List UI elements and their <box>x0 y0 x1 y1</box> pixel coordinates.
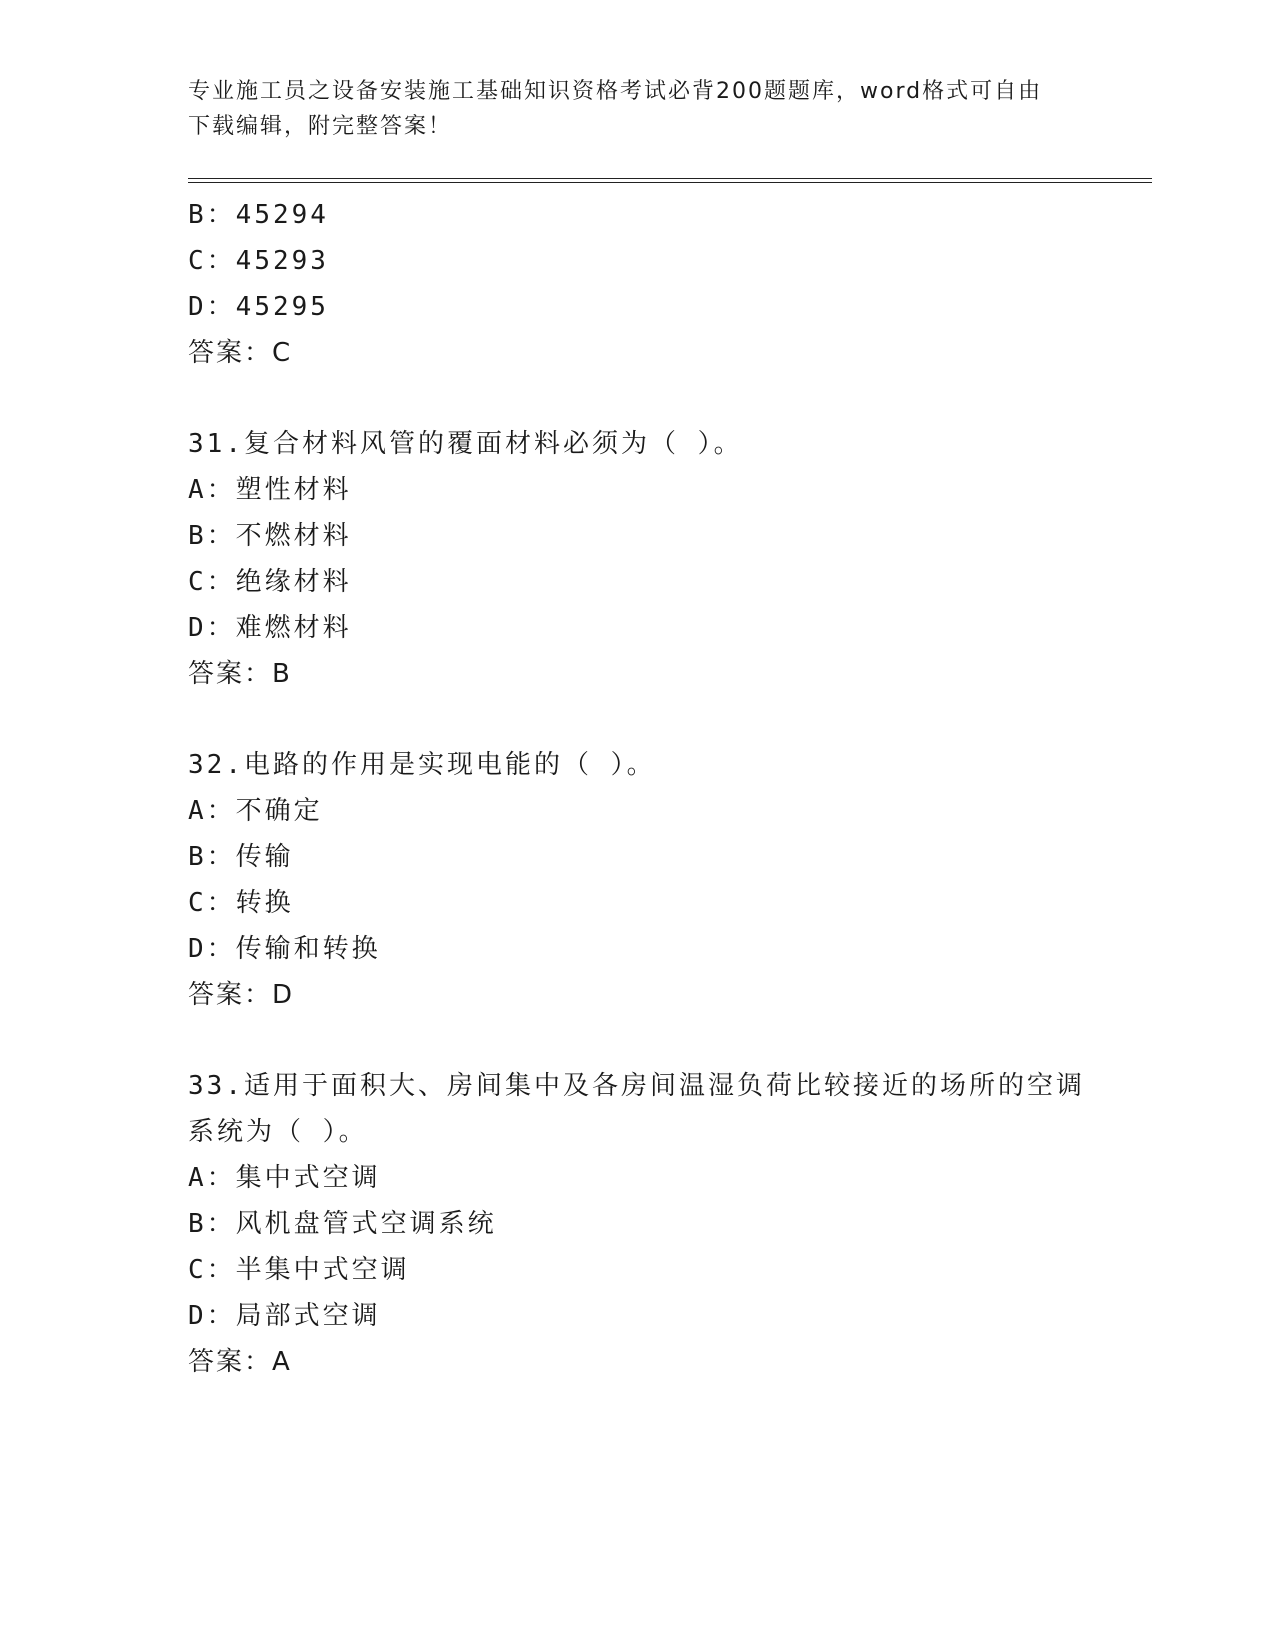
option-separator: ： <box>206 200 236 230</box>
answer-value: D <box>272 980 295 1010</box>
option-separator: ： <box>206 567 236 597</box>
option-line <box>188 192 1088 238</box>
option-line <box>188 1201 1088 1247</box>
option-text: 集中式空调 <box>235 1163 381 1193</box>
option-text: 绝缘材料 <box>235 567 352 597</box>
option-label: A <box>188 475 207 505</box>
option-line <box>188 1247 1088 1293</box>
option-separator: ： <box>206 246 236 276</box>
option-separator: ： <box>206 613 236 643</box>
answer-value: C <box>272 338 293 368</box>
answer-prefix: 答案： <box>188 659 273 689</box>
option-text: 半集中式空调 <box>235 1255 410 1285</box>
option-text: 塑性材料 <box>235 475 352 505</box>
option-text: 45295 <box>235 292 329 322</box>
answer-line <box>188 972 1088 1018</box>
option-line <box>188 788 1088 834</box>
option-line <box>188 834 1088 880</box>
option-line <box>188 880 1088 926</box>
option-separator: ： <box>206 934 236 964</box>
header-divider-bottom <box>188 182 1152 183</box>
answer-line <box>188 330 1088 376</box>
option-separator: ： <box>206 292 236 322</box>
question-number: 31 <box>188 429 226 459</box>
answer-line <box>188 1339 1088 1385</box>
option-text: 45293 <box>235 246 329 276</box>
option-line <box>188 284 1088 330</box>
answer-value: A <box>272 1347 292 1377</box>
option-label: C <box>188 888 207 918</box>
option-separator: ： <box>206 1301 236 1331</box>
option-text: 传输和转换 <box>235 934 381 964</box>
option-separator: ： <box>206 842 236 872</box>
header-title-line2: 下载编辑，附完整答案！ <box>188 114 453 139</box>
option-separator: ： <box>206 475 236 505</box>
document-header <box>188 74 1088 144</box>
question-list <box>188 192 1088 1385</box>
option-label: D <box>188 292 207 322</box>
option-text: 难燃材料 <box>235 613 352 643</box>
option-line <box>188 559 1088 605</box>
question-block-32 <box>188 742 1088 1018</box>
option-label: A <box>188 1163 207 1193</box>
option-line <box>188 1155 1088 1201</box>
option-text: 传输 <box>235 842 294 872</box>
option-separator: ： <box>206 1209 236 1239</box>
option-label: B <box>188 1209 207 1239</box>
header-divider-top <box>188 178 1152 179</box>
question-text: 适用于面积大、房间集中及各房间温湿负荷比较接近的场所的空调 <box>243 1071 1085 1101</box>
option-label: C <box>188 1255 207 1285</box>
header-title-line1: 专业施工员之设备安装施工基础知识资格考试必背200题题库，word格式可自由 <box>188 79 1043 104</box>
option-text: 风机盘管式空调系统 <box>235 1209 497 1239</box>
question-block-prev <box>188 192 1088 376</box>
option-text: 45294 <box>235 200 329 230</box>
option-label: C <box>188 246 207 276</box>
option-label: B <box>188 842 207 872</box>
question-number-separator: . <box>225 750 244 780</box>
option-text: 不燃材料 <box>235 521 352 551</box>
option-line <box>188 238 1088 284</box>
question-text: 电路的作用是实现电能的（ ）。 <box>243 750 656 780</box>
question-number: 32 <box>188 750 226 780</box>
question-number: 33 <box>188 1071 226 1101</box>
question-block-33 <box>188 1063 1088 1385</box>
option-separator: ： <box>206 888 236 918</box>
answer-value: B <box>272 659 292 689</box>
question-stem <box>188 421 1088 467</box>
option-label: A <box>188 796 207 826</box>
question-text: 系统为（ ）。 <box>188 1117 368 1147</box>
question-block-31 <box>188 421 1088 697</box>
option-label: B <box>188 200 207 230</box>
answer-prefix: 答案： <box>188 980 273 1010</box>
option-line <box>188 926 1088 972</box>
option-line <box>188 605 1088 651</box>
question-text: 复合材料风管的覆面材料必须为（ ）。 <box>243 429 743 459</box>
option-label: C <box>188 567 207 597</box>
option-line <box>188 1293 1088 1339</box>
option-text: 转换 <box>235 888 294 918</box>
question-number-separator: . <box>225 429 244 459</box>
option-separator: ： <box>206 521 236 551</box>
option-text: 不确定 <box>235 796 323 826</box>
option-line <box>188 513 1088 559</box>
question-stem <box>188 742 1088 788</box>
option-label: D <box>188 1301 207 1331</box>
option-label: D <box>188 613 207 643</box>
answer-line <box>188 651 1088 697</box>
option-separator: ： <box>206 1255 236 1285</box>
option-line <box>188 467 1088 513</box>
question-stem-continuation <box>188 1109 1088 1155</box>
answer-prefix: 答案： <box>188 338 273 368</box>
option-label: B <box>188 521 207 551</box>
question-number-separator: . <box>225 1071 244 1101</box>
answer-prefix: 答案： <box>188 1347 273 1377</box>
option-text: 局部式空调 <box>235 1301 381 1331</box>
option-label: D <box>188 934 207 964</box>
option-separator: ： <box>206 1163 236 1193</box>
option-separator: ： <box>206 796 236 826</box>
question-stem <box>188 1063 1088 1109</box>
